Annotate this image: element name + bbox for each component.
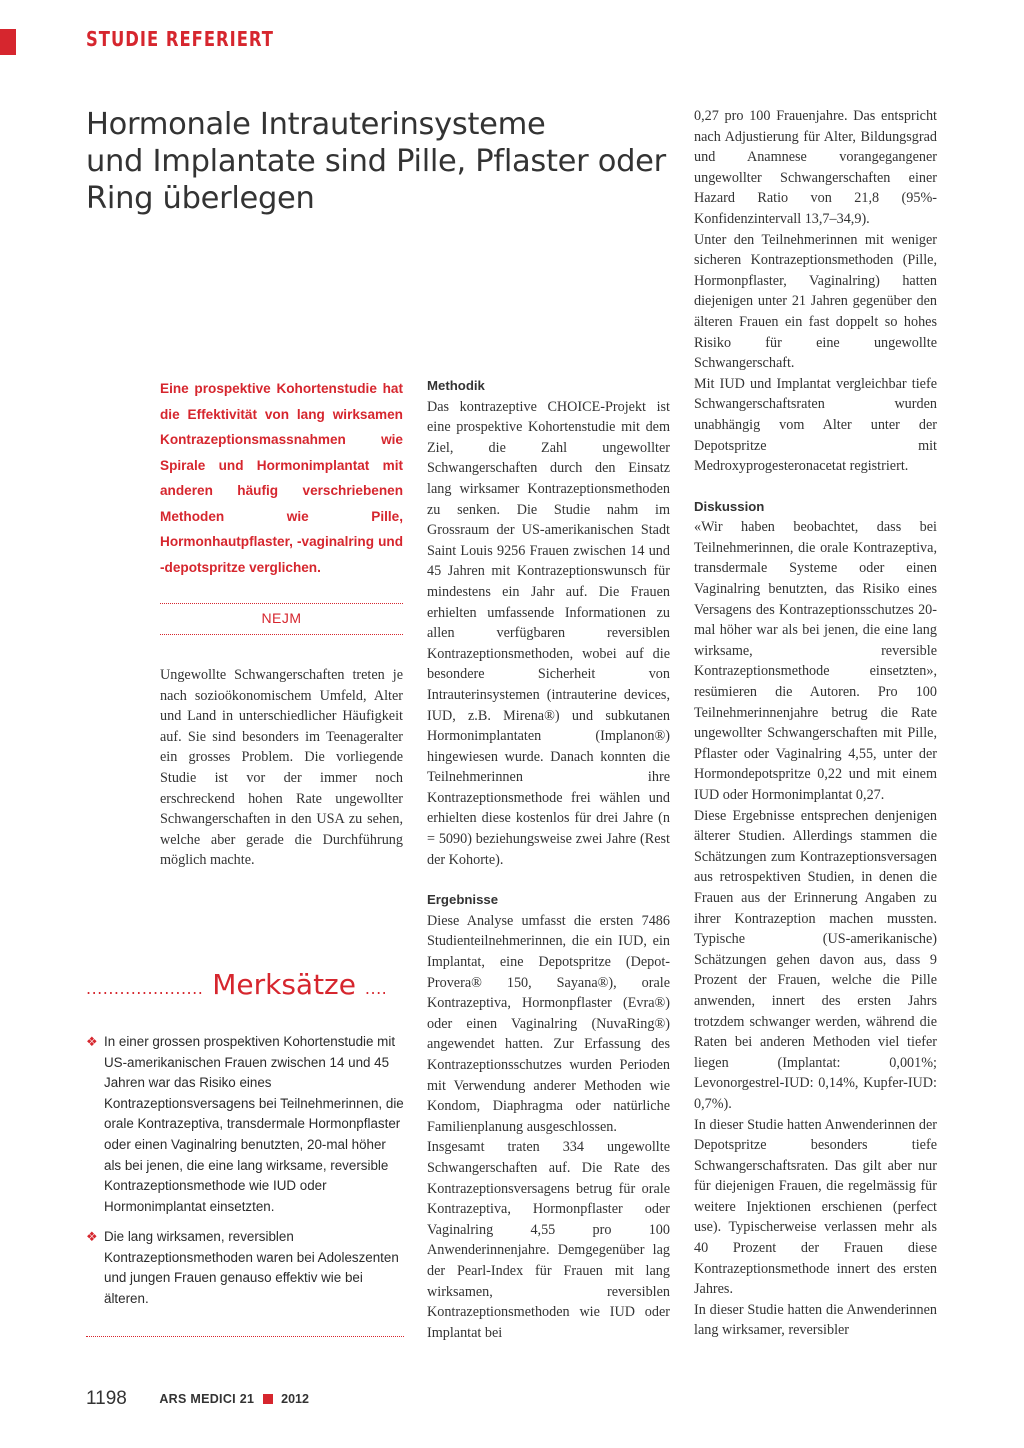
merksaetze-dots-left: ..................... (86, 979, 204, 998)
journal-name: ARS MEDICI 21 (159, 1392, 255, 1406)
source-divider-bottom (160, 634, 403, 635)
article-title (86, 106, 676, 217)
intro-paragraph: Ungewollte Schwangerschaften treten je nach sozioökonomischem Umfeld, Alter und Land in unterschiedlicher Häufigkeit auf. Sie sind besonders im Teenageralter ein grosses Problem. Die vorliegende Studie ist vor der immer noch erschreckend hohen Rate ungewollter Schwangerschaften in den USA zu sehen, welche aber gerade die Durchführung möglich machte. (160, 667, 403, 869)
ergebnisse-heading: Ergebnisse (427, 892, 499, 908)
page-footer (86, 1388, 309, 1410)
merksatz-item (86, 1227, 406, 1309)
diskussion-heading: Diskussion (694, 498, 765, 514)
merksaetze-dots-right: .... (364, 979, 388, 998)
merksatz-text: Die lang wirksamen, reversiblen Kontrazeptionsmethoden waren bei Adoleszenten und jungen Frauen genauso effektiv wie bei älteren. (104, 1229, 399, 1306)
source-tag: NEJM (261, 610, 302, 626)
source-divider-top (160, 603, 403, 604)
merksaetze-title: Merksätze (212, 968, 356, 1001)
diamond-bullet-icon: ❖ (86, 1230, 98, 1245)
diamond-bullet-icon: ❖ (86, 1035, 98, 1050)
merksaetze-heading (86, 968, 406, 1001)
title-line-2: und Implantate sind Pille, Pflaster oder (86, 144, 666, 179)
section-marker (0, 29, 16, 55)
column-2 (427, 376, 670, 1343)
col3-paragraph-1: 0,27 pro 100 Frauenjahre. Das entspricht nach Adjustierung für Alter, Bildungsgrad und Anamnese vorangegangener ungewollter Schwangerschaften einer Hazard Ratio von 21,8 (95%-Konfidenzintervall 13,7–34,9). (694, 108, 937, 227)
journal-year: 2012 (281, 1392, 309, 1406)
footer-square-icon (263, 1394, 273, 1404)
diskussion-paragraph-2: Diese Ergebnisse entsprechen denjenigen älterer Studien. Allerdings stammen die Schätzungen zum Kontrazeptionsversagen aus retrospektiven Studien, in denen die Frauen aus der Erinnerung Angaben zu ihrer Kontrazeption machen mussten. Typische (US-amerikanische) Schätzungen gehen davon aus, dass 9 Prozent der Frauen, welche die Pille anwenden, innert des ersten Jahrs trotzdem schwanger werden, während die Raten bei anderen Methoden viel tiefer liegen (Implantat: 0,001%; Levonorgestrel-IUD: 0,14%, Kupfer-IUD: 0,7%). (694, 807, 937, 1112)
title-line-1: Hormonale Intrauterinsysteme (86, 107, 546, 142)
diskussion-paragraph-3: In dieser Studie hatten Anwenderinnen der Depotspritze besonders tiefe Schwangerschaftsraten. Das gilt aber nur für diejenigen Frauen, die regelmässig für weitere Injektionen erschienen (perfect use). Typischerweise verlassen mehr als 40 Prozent der Frauen diese Kontrazeptionsmethode innert des ersten Jahres. (694, 1116, 937, 1298)
title-line-3: Ring überlegen (86, 181, 315, 216)
merksaetze-divider (86, 1336, 404, 1337)
article-lead: Eine prospektive Kohortenstudie hat die Effektivität von lang wirksamen Kontrazeptionsmassnahmen wie Spirale und Hormonimplantat mit anderen häufig verschriebenen Methoden wie Pille, Hormonhautpflaster, -vaginalring und -depotspritze verglichen. (160, 381, 403, 575)
intro-column (160, 665, 403, 871)
methodik-heading: Methodik (427, 378, 485, 393)
diskussion-paragraph-1: «Wir haben beobachtet, dass bei Teilnehmerinnen, die orale Kontrazeptiva, transdermale Systeme oder einen Vaginalring benutzten, das Risiko eines Versagens des Kontrazeptionsschutzes 20-mal höher war als bei jenen, die eine lang wirksame, reversible Kontrazeptionsmethode einsetzten», resümieren die Autoren. Pro 100 Teilnehmerinnenjahre betrug die Rate ungewollter Schwangerschaften mit Pille, Pflaster oder Vaginalring 4,55, unter der Hormondepotspritze 0,22 und mit einem IUD oder Hormonimplantat 0,27. (694, 519, 937, 803)
col3-paragraph-2: Unter den Teilnehmerinnen mit weniger sicheren Kontrazeptionsmethoden (Pille, Hormonpflaster, Vaginalring) hatten diejenigen unter 21 Jahren gegenüber den älteren Frauen ein fast doppelt so hohes Risiko für eine ungewollte Schwangerschaft. (694, 231, 937, 372)
col3-paragraph-3: Mit IUD und Implantat vergleichbar tiefe Schwangerschaftsraten wurden unabhängig vom Alter unter der Depotspritze mit Medroxyprogesteronacetat registriert. (694, 375, 937, 475)
page-number: 1198 (86, 1388, 127, 1409)
ergebnisse-paragraph-2: Insgesamt traten 334 ungewollte Schwangerschaften auf. Die Rate des Kontrazeptionsversagens betrug für orale Kontrazeptiva, Hormonpflaster oder Vaginalring 4,55 pro 100 Anwenderinnenjahre. Demgegenüber lag der Pearl-Index für Frauen mit lang wirksamen, reversiblen Kontrazeptionsmethoden wie IUD oder Implantat bei (427, 1139, 670, 1341)
merksatz-text: In einer grossen prospektiven Kohortenstudie mit US-amerikanischen Frauen zwischen 14 und 45 Jahren war das Risiko eines Kontrazeptionsversagens bei Teilnehmerinnen, die orale Kontrazeptiva, transdermale Hormonpflaster oder einen Vaginalring benutzten, 20-mal höher als bei jenen, die eine lang wirksame, reversible Kontrazeptionsmethode wie IUD oder Hormonimplantat einsetzten. (104, 1034, 404, 1214)
column-3 (694, 106, 937, 1341)
section-label: STUDIE REFERIERT (86, 27, 274, 51)
methodik-paragraph: Das kontrazeptive CHOICE-Projekt ist eine prospektive Kohortenstudie mit dem Ziel, die Zahl ungewollter Schwangerschaften durch den Einsatz lang wirksamer Kontrazeptionsmethoden zu senken. Die Studie nahm im Grossraum der US-amerikanischen Stadt Saint Louis 9256 Frauen zwischen 14 und 45 Jahren mit Kontrazeptionswunsch für mindestens ein Jahr auf. Die Frauen erhielten umfassende Informationen zu allen verfügbaren reversiblen Kontrazeptionsmethoden, wobei auf die besondere Sicherheit von Intrauterinsystemen (intrauterine devices, IUD, z.B. Mirena®) und subkutanen Hormonimplantaten (Implanon®) hingewiesen wurde. Danach konnten die Teilnehmerinnen ihre Kontrazeptionsmethode frei wählen und erhielten diese kostenlos für drei Jahre (n = 5090) beziehungsweise zwei Jahre (Rest der Kohorte). (427, 398, 670, 868)
ergebnisse-paragraph-1: Diese Analyse umfasst die ersten 7486 Studienteilnehmerinnen, die ein IUD, ein Implantat, eine Depotspritze (Depot-Provera® 150, Sayana®), orale Kontrazeptiva, Hormonpflaster (Evra®) oder einen Vaginalring (NuvaRing®) angewendet hatten. Zur Erfassung des Kontrazeptionsschutzes wurden Perioden mit Verwendung anderer Methoden wie Kondom, Diaphragma oder natürliche Familienplanung ausgeschlossen. (427, 912, 670, 1135)
diskussion-paragraph-4: In dieser Studie hatten die Anwenderinnen lang wirksamer, reversibler (694, 1301, 937, 1339)
merksatz-item (86, 1032, 406, 1217)
